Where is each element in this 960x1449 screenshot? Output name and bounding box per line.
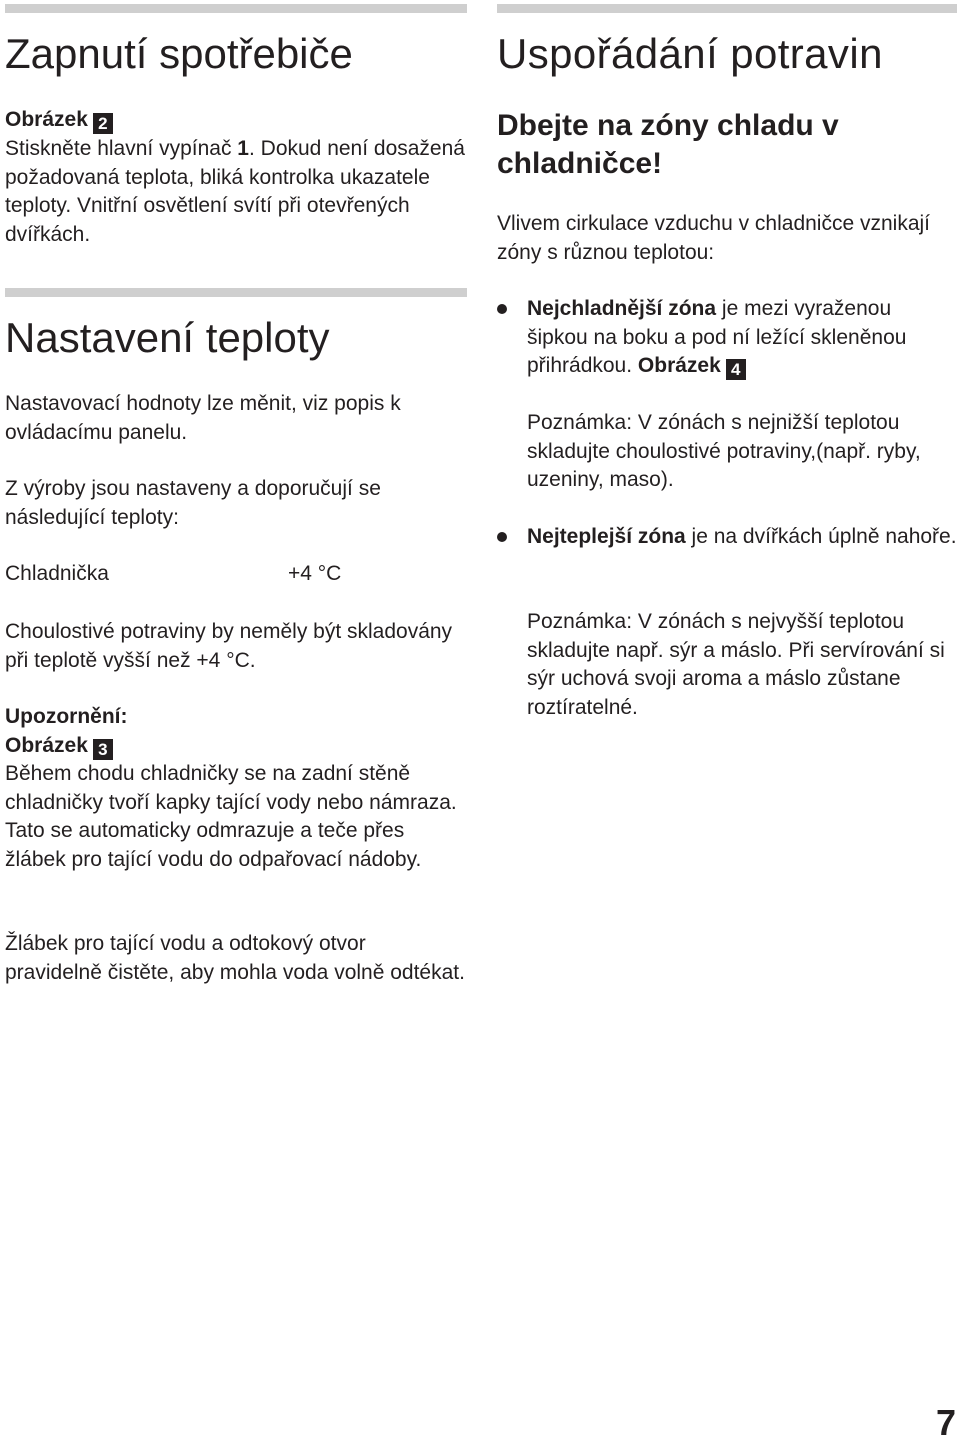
figure-label: Obrázek <box>5 108 88 131</box>
zone-name: Nejteplejší zóna <box>527 525 686 548</box>
text-segment: Stiskněte hlavní vypínač <box>5 137 238 160</box>
figure-number-badge: 3 <box>93 739 113 760</box>
zone-description: je mezi vyraženou šipkou na boku a pod ní ležící skleněnou přihrádkou. <box>527 297 907 377</box>
figure-reference <box>5 106 467 135</box>
page-number: 7 <box>935 1402 956 1443</box>
figure-label: Obrázek <box>5 733 88 757</box>
warning-block <box>5 703 467 874</box>
note: Poznámka: V zónách s nejnižší teplotou skladujte choulostivé potraviny,(např. ryby, uzeniny, maso). <box>527 411 921 491</box>
subtitle: Dbejte na zóny chladu v chladničce! <box>497 109 839 180</box>
bullet-icon <box>497 304 507 314</box>
note: Poznámka: V zónách s nejvyšší teplotou skladujte např. sýr a máslo. Při servírování si sýr uchová svoji aroma a máslo zůstane roztíratelné. <box>527 610 945 719</box>
figure-label: Obrázek <box>637 354 721 377</box>
figure-number-badge: 4 <box>726 359 746 380</box>
paragraph: Z výroby jsou nastaveny a doporučují se následující teploty: <box>5 477 381 529</box>
figure-number-badge: 2 <box>93 113 113 134</box>
section-rule <box>5 4 467 13</box>
bullet-warmest-zone <box>497 523 957 552</box>
warning-text: Během chodu chladničky se na zadní stěně chladničky tvoří kapky tající vody nebo námraza. Tato se automaticky odmrazuje a teče přes žlábek pro tající vodu do odpařovací nádoby. <box>5 762 457 871</box>
paragraph: Choulostivé potraviny by neměly být skladovány při teplotě vyšší než +4 °C. <box>5 620 453 672</box>
bullet-coldest-zone <box>497 295 957 381</box>
paragraph: Nastavovací hodnoty lze měnit, viz popis k ovládacímu panelu. <box>5 392 401 444</box>
switch-number: 1 <box>237 137 249 160</box>
zone-name: Nejchladnější zóna <box>527 297 717 320</box>
setting-label: Chladnička <box>5 562 109 585</box>
paragraph: Žlábek pro tající vodu a odtokový otvor pravidelně čistěte, aby mohla voda volně odtékat. <box>5 932 465 984</box>
section-title-food-arrangement: Uspořádání potravin <box>497 30 883 77</box>
zone-description: je na dvířkách úplně nahoře. <box>685 525 957 548</box>
section-title-switch-on: Zapnutí spotřebiče <box>5 30 353 77</box>
temperature-setting-row <box>5 560 467 588</box>
setting-value: +4 °C <box>288 562 342 585</box>
section-title-temperature: Nastavení teploty <box>5 314 330 361</box>
warning-label: Upozornění: <box>5 705 128 728</box>
section-rule <box>497 4 957 13</box>
switch-on-paragraph <box>5 135 467 249</box>
intro-paragraph: Vlivem cirkulace vzduchu v chladničce vznikají zóny s různou teplotou: <box>497 212 931 264</box>
section-rule <box>5 288 467 297</box>
text-segment: . Dokud není dosažená požadovaná teplota, bliká kontrolka ukazatele teploty. Vnitřní osvětlení svítí při otevřených dvířkách. <box>5 137 465 246</box>
bullet-icon <box>497 532 507 542</box>
